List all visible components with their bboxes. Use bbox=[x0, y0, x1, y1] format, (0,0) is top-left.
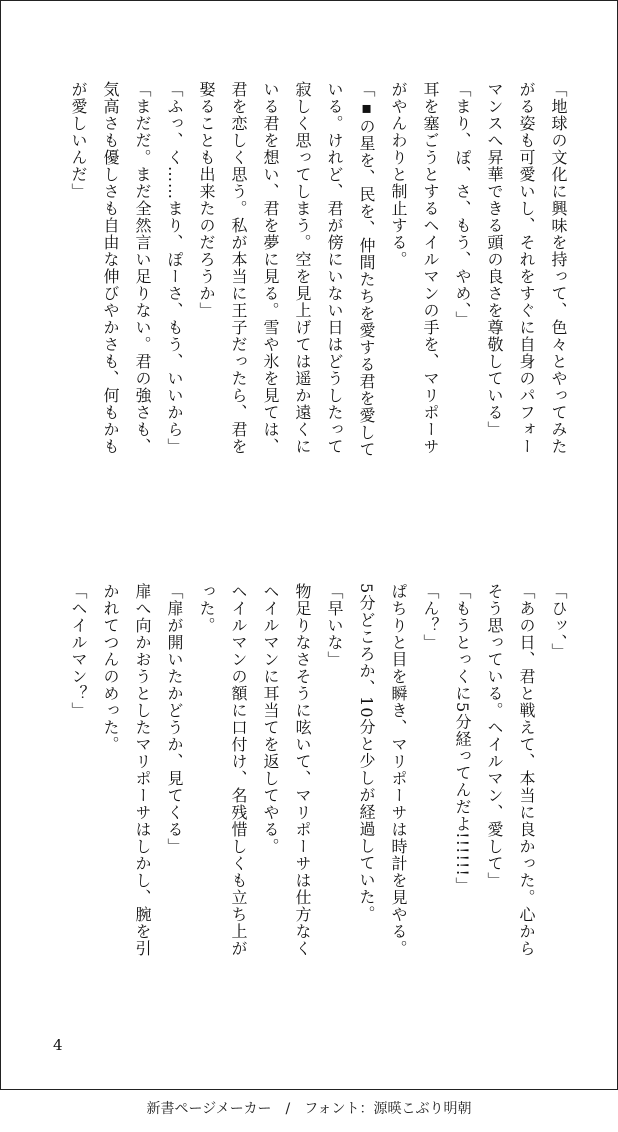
text-line: 「ん？」 bbox=[421, 583, 440, 651]
text-line: 君を恋しく思う。私が本当に王子だったら、君を bbox=[229, 81, 248, 455]
text-line: 扉へ向かおうとしたマリポーサはしかし、腕を引 bbox=[133, 583, 152, 957]
text-line: 「▪の星を、民を、仲間たちを愛する君を愛して bbox=[357, 81, 376, 458]
text-line: ヘイルマンの額に口付け、名残惜しくも立ち上が bbox=[229, 583, 248, 957]
text-line: 「扉が開いたかどうか、見てくる」 bbox=[165, 583, 184, 855]
text-line: いる。けれど、君が傍にいない日はどうしたって bbox=[325, 81, 344, 455]
text-line: 「ひッ、」 bbox=[549, 583, 568, 660]
text-line: った。 bbox=[197, 583, 216, 634]
text-line: 耳を塞ごうとするヘイルマンの手を、マリポーサ bbox=[421, 81, 440, 455]
text-line: 「地球の文化に興味を持って、色々とやってみた bbox=[549, 81, 568, 455]
text-line: いる君を想い、君を夢に見る。雪や氷を見ては、 bbox=[261, 81, 280, 455]
text-line: 「まだだ。まだ全然言い足りない。君の強さも、 bbox=[133, 81, 152, 455]
page-number: 4 bbox=[53, 1036, 63, 1054]
text-line: 娶ることも出来たのだろうか」 bbox=[197, 81, 216, 319]
text-line: 寂しく思ってしまう。空を見上げては遥か遠くに bbox=[293, 81, 312, 455]
text-line: 「ふっ、く……まり、ぽーさ、もう、いいから」 bbox=[165, 81, 184, 455]
text-line: 「もうとっくに5分経ってんだよ!!!!!!」 bbox=[453, 583, 472, 894]
lower-text-block bbox=[62, 583, 574, 1033]
upper-text-block bbox=[62, 81, 574, 531]
text-line: マンスへ昇華できる頭の良さを尊敬している」 bbox=[485, 81, 504, 438]
text-line: 「ヘイルマン？」 bbox=[69, 583, 88, 719]
text-line: ヘイルマンに耳当てを返してやる。 bbox=[261, 583, 280, 855]
footer-credit: 新書ページメーカー / フォント：源暎こぶり明朝 bbox=[146, 1101, 472, 1117]
text-line: ぱちりと目を瞬き、マリポーサは時計を見やる。 bbox=[389, 583, 408, 957]
text-line: 5分どころか、10分と少しが経過していた。 bbox=[357, 583, 376, 923]
text-line: が愛しいんだ」 bbox=[69, 81, 88, 200]
text-line: そう思っている。ヘイルマン、愛して」 bbox=[485, 583, 504, 889]
text-line: がる姿も可愛いし、それをすぐに自身のパフォー bbox=[517, 81, 536, 455]
text-line: 「まり、ぽ、さ、もう、やめ、」 bbox=[453, 81, 472, 328]
text-line: がやんわりと制止する。 bbox=[389, 81, 408, 268]
text-line: 物足りなさそうに呟いて、マリポーサは仕方なく bbox=[293, 583, 312, 957]
text-line: 「あの日、君と戦えて、本当に良かった。心から bbox=[517, 583, 536, 957]
text-line: 「早いな」 bbox=[325, 583, 344, 668]
text-line: 気高さも優しさも自由な伸びやかさも、何もかも bbox=[101, 81, 120, 455]
text-line: かれてつんのめった。 bbox=[101, 583, 120, 753]
